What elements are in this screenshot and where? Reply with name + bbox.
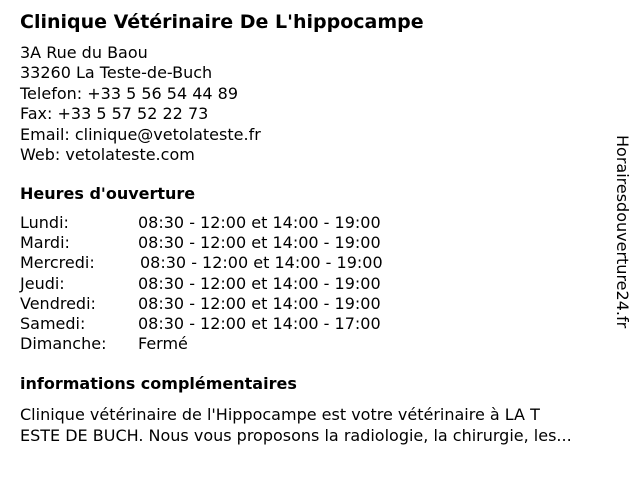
info-line-1: Clinique vétérinaire de l'Hippocampe est votre vétérinaire à LA T <box>20 405 540 424</box>
day-label: Samedi: <box>20 313 86 333</box>
address-line-2: 33260 La Teste-de-Buch <box>20 63 213 83</box>
time-range: 08:30 - 12:00 et 14:00 - 19:00 <box>138 293 381 313</box>
fax-number: Fax: +33 5 57 52 22 73 <box>20 104 209 124</box>
clinic-name: Clinique Vétérinaire De L'hippocampe <box>20 11 424 33</box>
time-range: Fermé <box>138 334 188 354</box>
day-label: Mardi: <box>20 233 70 253</box>
additional-info-heading: informations complémentaires <box>20 374 297 393</box>
info-line-2: ESTE DE BUCH. Nous vous proposons la radiologie, la chirurgie, les... <box>20 426 572 445</box>
time-range: 08:30 - 12:00 et 14:00 - 19:00 <box>138 233 381 253</box>
email-address: Email: clinique@vetolateste.fr <box>20 124 261 144</box>
day-label: Lundi: <box>20 213 69 232</box>
day-label: Jeudi: <box>20 273 65 293</box>
watermark-text: Horairesdouverture24.fr <box>613 135 632 329</box>
time-range: 08:30 - 12:00 et 14:00 - 19:00 <box>138 273 381 293</box>
additional-info-text <box>20 404 625 446</box>
opening-hours-heading: Heures d'ouverture <box>20 184 196 203</box>
day-label: Mercredi: <box>20 253 95 273</box>
site-watermark <box>612 135 634 345</box>
contact-block <box>20 43 261 165</box>
website: Web: vetolateste.com <box>20 145 195 165</box>
day-label: Vendredi: <box>20 293 96 313</box>
time-range: 08:30 - 12:00 et 14:00 - 17:00 <box>138 313 381 333</box>
time-range: 08:30 - 12:00 et 14:00 - 19:00 <box>140 253 383 273</box>
day-label: Dimanche: <box>20 334 107 354</box>
time-range: 08:30 - 12:00 et 14:00 - 19:00 <box>138 213 381 232</box>
phone-number: Telefon: +33 5 56 54 44 89 <box>20 83 239 103</box>
address-line-1: 3A Rue du Baou <box>20 43 148 62</box>
